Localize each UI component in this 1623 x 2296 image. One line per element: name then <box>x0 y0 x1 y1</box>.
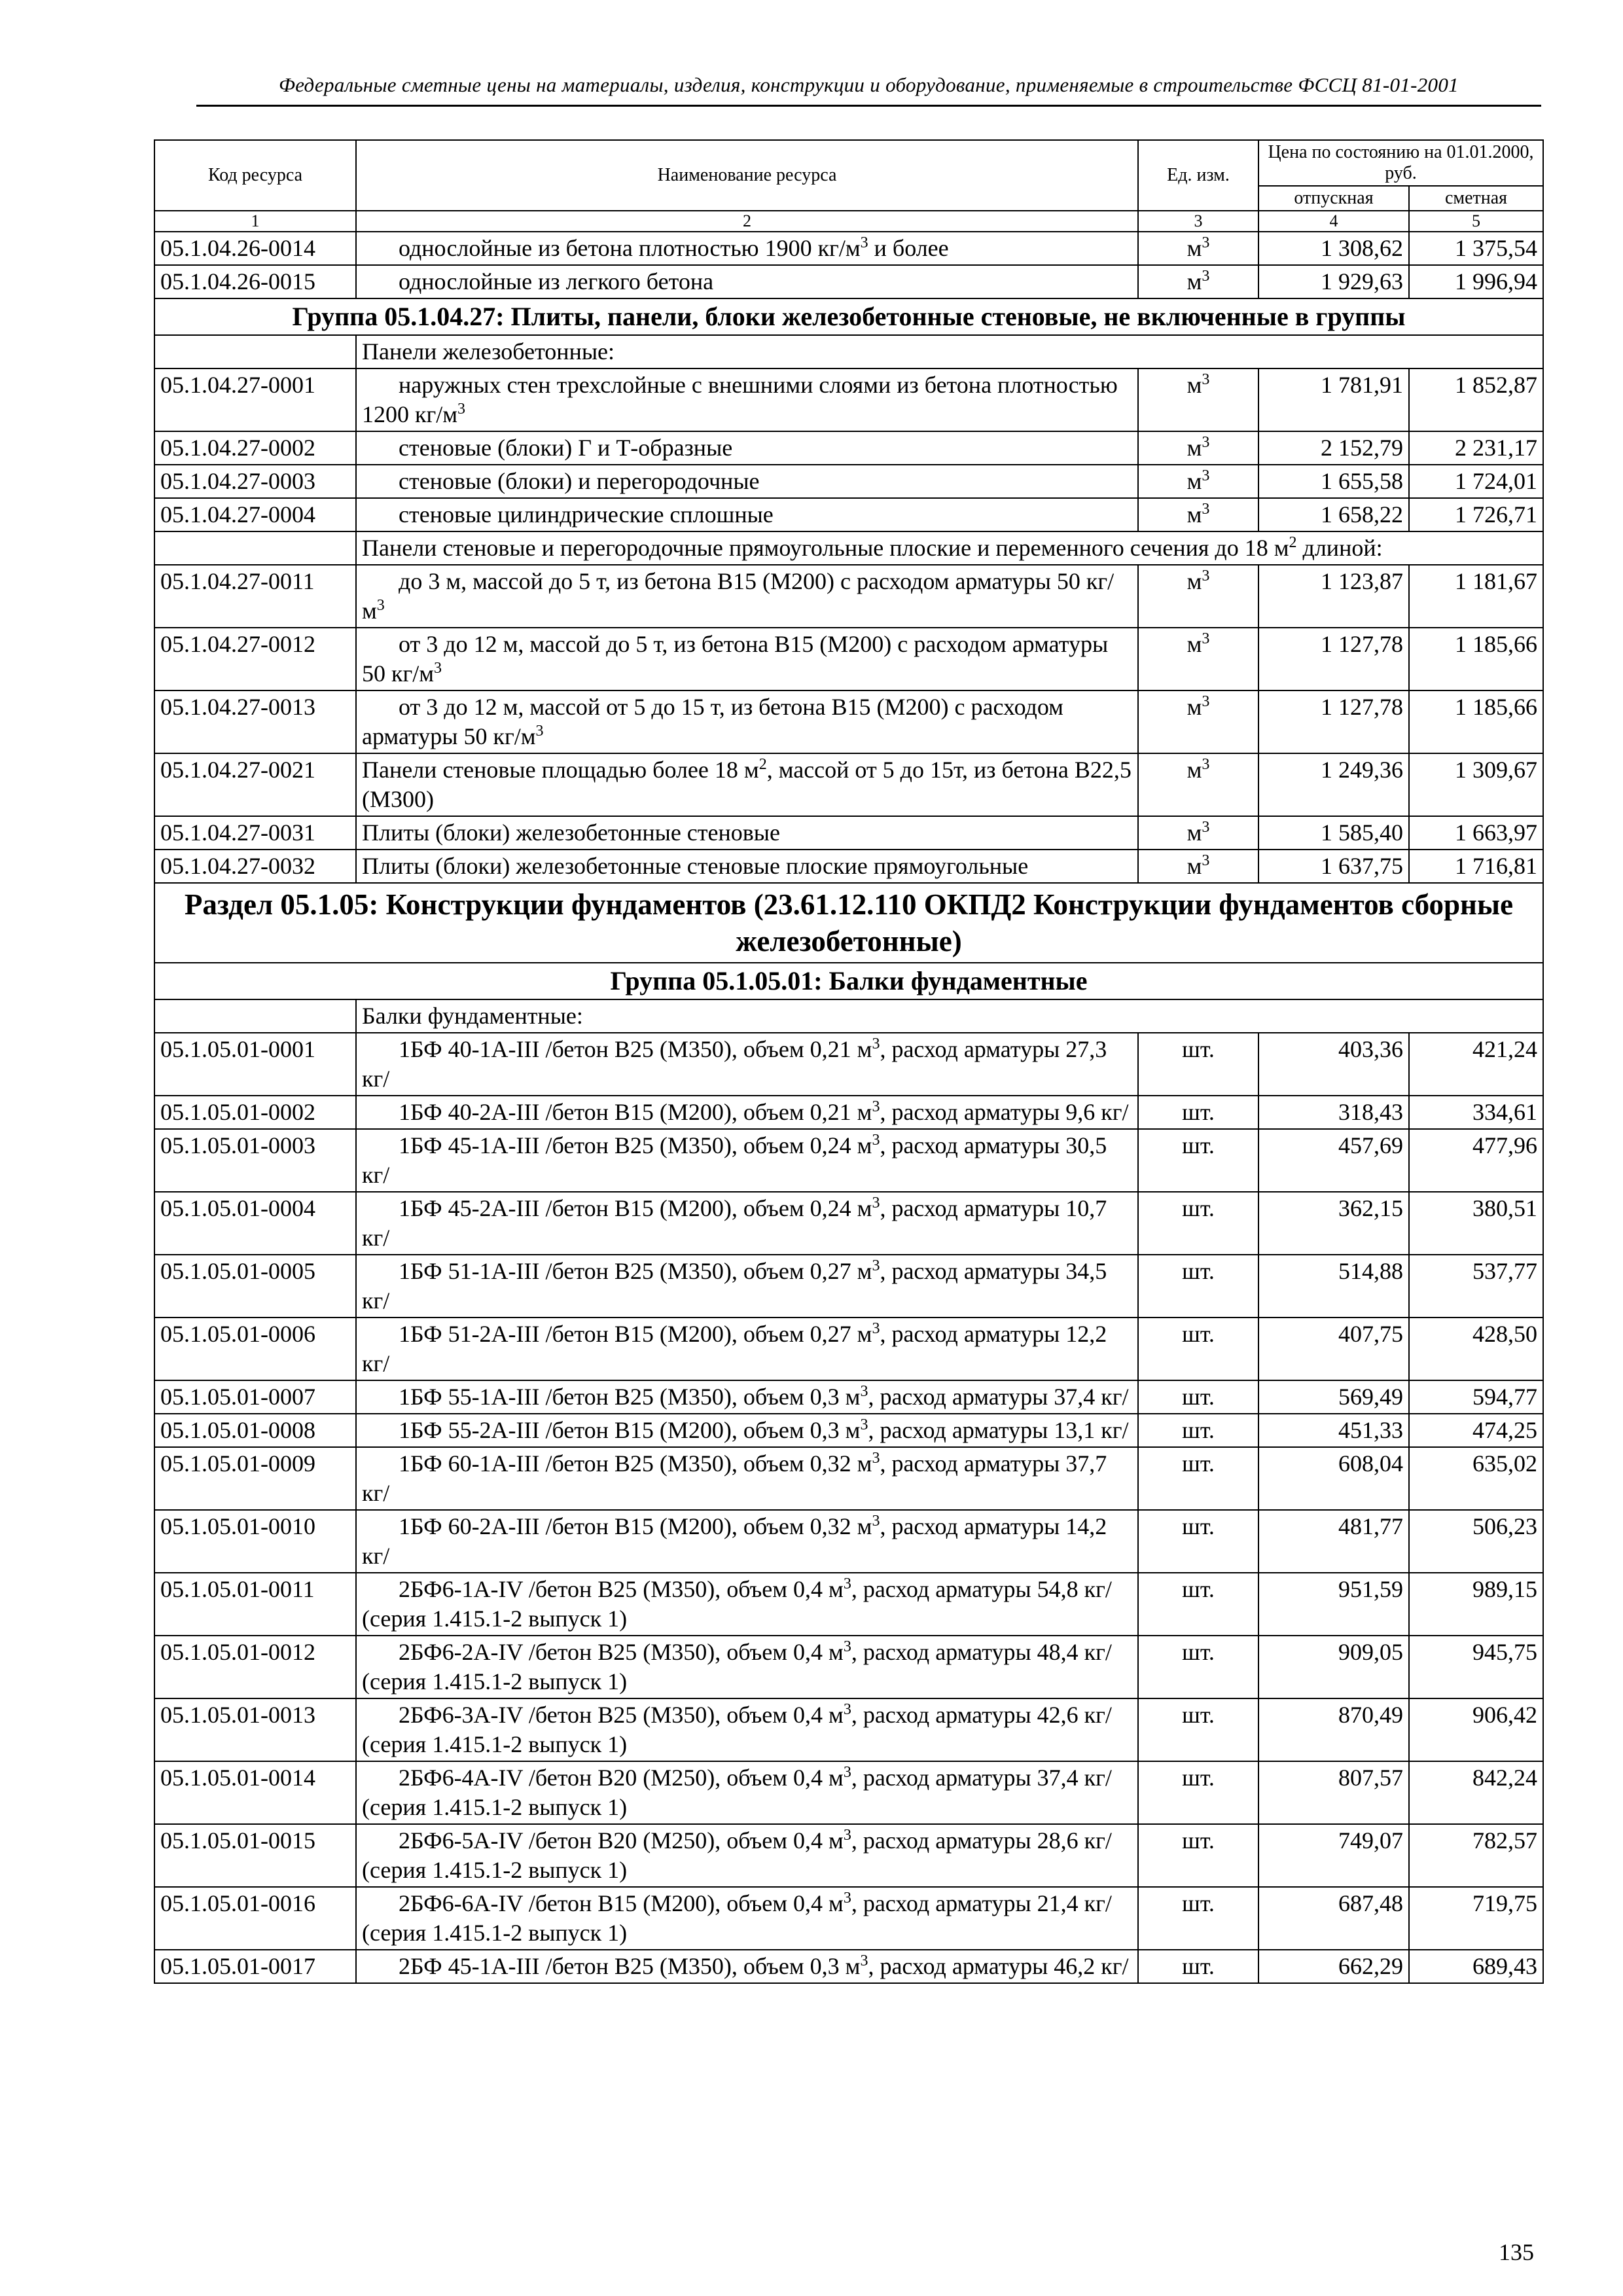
resource-name: 1БФ 51-2А-III /бетон В15 (М200), объем 0,27 $м^3$, расход арматуры 12,2 кг/ <box>356 1318 1138 1380</box>
resource-code: 05.1.04.26-0015 <box>154 265 356 298</box>
unit: шт. <box>1138 1033 1258 1096</box>
table-row <box>154 1636 1543 1698</box>
unit: шт. <box>1138 1192 1258 1255</box>
table-row <box>154 1380 1543 1414</box>
table-row <box>154 1447 1543 1510</box>
resource-name: 2БФ6-2А-IV /бетон В25 (М350), объем 0,4 $м^3$, расход арматуры 48,4 кг/ (серия 1.415.1-2 выпуск 1) <box>356 1636 1138 1698</box>
section-heading: Раздел 05.1.05: Конструкции фундаментов (23.61.12.110 ОКПД2 Конструкции фундаментов сборные железобетонные) <box>154 883 1543 963</box>
release-price: 1 655,58 <box>1258 465 1409 498</box>
estimate-price: 1 309,67 <box>1409 753 1543 816</box>
table-row <box>154 1192 1543 1255</box>
resource-name: Плиты (блоки) железобетонные стеновые <box>356 816 1138 850</box>
resource-name: 2БФ6-6А-IV /бетон В15 (М200), объем 0,4 $м^3$, расход арматуры 21,4 кг/ (серия 1.415.1-2 выпуск 1) <box>356 1887 1138 1950</box>
resource-code: 05.1.05.01-0017 <box>154 1950 356 1983</box>
table-row <box>154 1761 1543 1824</box>
table-row <box>154 498 1543 531</box>
estimate-price: 421,24 <box>1409 1033 1543 1096</box>
resource-code: 05.1.05.01-0006 <box>154 1318 356 1380</box>
group-heading: Группа 05.1.05.01: Балки фундаментные <box>154 963 1543 999</box>
release-price: 1 123,87 <box>1258 565 1409 628</box>
col-number: 2 <box>356 211 1138 232</box>
table-row <box>154 1255 1543 1318</box>
unit: $м^3$ <box>1138 498 1258 531</box>
release-price: 749,07 <box>1258 1824 1409 1887</box>
resource-code: 05.1.04.27-0021 <box>154 753 356 816</box>
release-price: 514,88 <box>1258 1255 1409 1318</box>
release-price: 457,69 <box>1258 1129 1409 1192</box>
unit: $м^3$ <box>1138 753 1258 816</box>
resource-name: 2БФ6-3А-IV /бетон В25 (М350), объем 0,4 $м^3$, расход арматуры 42,6 кг/ (серия 1.415.1-2 выпуск 1) <box>356 1698 1138 1761</box>
resource-name: однослойные из бетона плотностью 1900 $кг/м^3$ и более <box>356 232 1138 265</box>
unit: шт. <box>1138 1255 1258 1318</box>
group-heading-row <box>154 298 1543 335</box>
estimate-price: 1 181,67 <box>1409 565 1543 628</box>
estimate-price: 1 663,97 <box>1409 816 1543 850</box>
unit: шт. <box>1138 1096 1258 1129</box>
resource-name: 2БФ6-1А-IV /бетон В25 (М350), объем 0,4 $м^3$, расход арматуры 54,8 кг/ (серия 1.415.1-2 выпуск 1) <box>356 1573 1138 1636</box>
table-row <box>154 628 1543 691</box>
estimate-price: 945,75 <box>1409 1636 1543 1698</box>
resource-code: 05.1.05.01-0008 <box>154 1414 356 1447</box>
unit: $м^3$ <box>1138 465 1258 498</box>
resource-code: 05.1.04.27-0032 <box>154 850 356 883</box>
estimate-price: 474,25 <box>1409 1414 1543 1447</box>
unit: шт. <box>1138 1380 1258 1414</box>
table-row <box>154 1033 1543 1096</box>
release-price: 2 152,79 <box>1258 431 1409 465</box>
resource-code: 05.1.05.01-0010 <box>154 1510 356 1573</box>
release-price: 403,36 <box>1258 1033 1409 1096</box>
release-price: 951,59 <box>1258 1573 1409 1636</box>
unit: $м^3$ <box>1138 565 1258 628</box>
release-price: 909,05 <box>1258 1636 1409 1698</box>
price-table <box>154 139 1544 1984</box>
resource-name: 1БФ 45-1А-III /бетон В25 (М350), объем 0,24 $м^3$, расход арматуры 30,5 кг/ <box>356 1129 1138 1192</box>
running-header: Федеральные сметные цены на материалы, изделия, конструкции и оборудование, применяемые в строительстве ФССЦ 81-01-2001 <box>279 73 1459 96</box>
resource-name: 1БФ 60-1А-III /бетон В25 (М350), объем 0,32 $м^3$, расход арматуры 37,7 кг/ <box>356 1447 1138 1510</box>
release-price: 1 585,40 <box>1258 816 1409 850</box>
table-row <box>154 1129 1543 1192</box>
subheading-row <box>154 999 1543 1033</box>
table-row <box>154 1698 1543 1761</box>
release-price: 1 249,36 <box>1258 753 1409 816</box>
release-price: 807,57 <box>1258 1761 1409 1824</box>
resource-code: 05.1.05.01-0012 <box>154 1636 356 1698</box>
estimate-price: 782,57 <box>1409 1824 1543 1887</box>
header-name: Наименование ресурса <box>356 140 1138 211</box>
table-row <box>154 565 1543 628</box>
resource-code: 05.1.04.27-0003 <box>154 465 356 498</box>
release-price: 481,77 <box>1258 1510 1409 1573</box>
estimate-price: 334,61 <box>1409 1096 1543 1129</box>
col-number: 4 <box>1258 211 1409 232</box>
subheading-row <box>154 531 1543 565</box>
resource-name: 1БФ 40-2А-III /бетон В15 (М200), объем 0,21 $м^3$, расход арматуры 9,6 кг/ <box>356 1096 1138 1129</box>
release-price: 662,29 <box>1258 1950 1409 1983</box>
table-row <box>154 265 1543 298</box>
empty-cell <box>154 335 356 368</box>
col-number: 1 <box>154 211 356 232</box>
unit: шт. <box>1138 1129 1258 1192</box>
estimate-price: 1 375,54 <box>1409 232 1543 265</box>
unit: $м^3$ <box>1138 628 1258 691</box>
release-price: 1 127,78 <box>1258 628 1409 691</box>
estimate-price: 1 996,94 <box>1409 265 1543 298</box>
subheading-row <box>154 335 1543 368</box>
estimate-price: 477,96 <box>1409 1129 1543 1192</box>
unit: шт. <box>1138 1824 1258 1887</box>
table-row <box>154 465 1543 498</box>
resource-code: 05.1.05.01-0002 <box>154 1096 356 1129</box>
resource-name: 1БФ 55-1А-III /бетон В25 (М350), объем 0,3 $м^3$, расход арматуры 37,4 кг/ <box>356 1380 1138 1414</box>
estimate-price: 1 185,66 <box>1409 628 1543 691</box>
estimate-price: 719,75 <box>1409 1887 1543 1950</box>
release-price: 1 637,75 <box>1258 850 1409 883</box>
resource-name: 2БФ6-5А-IV /бетон В20 (М250), объем 0,4 $м^3$, расход арматуры 28,6 кг/ (серия 1.415.1-2 выпуск 1) <box>356 1824 1138 1887</box>
resource-name: до 3 м, массой до 5 т, из бетона В15 (М200) с расходом арматуры 50 $кг/м^3$ <box>356 565 1138 628</box>
estimate-price: 380,51 <box>1409 1192 1543 1255</box>
header-rule <box>196 105 1541 107</box>
resource-name: Плиты (блоки) железобетонные стеновые плоские прямоугольные <box>356 850 1138 883</box>
release-price: 1 658,22 <box>1258 498 1409 531</box>
estimate-price: 635,02 <box>1409 1447 1543 1510</box>
table-row <box>154 1824 1543 1887</box>
header-unit: Ед. изм. <box>1138 140 1258 211</box>
unit: $м^3$ <box>1138 265 1258 298</box>
resource-name: от 3 до 12 м, массой от 5 до 15 т, из бетона В15 (М200) с расходом арматуры 50 $кг/м^3$ <box>356 691 1138 753</box>
estimate-price: 1 185,66 <box>1409 691 1543 753</box>
estimate-price: 842,24 <box>1409 1761 1543 1824</box>
table-row <box>154 232 1543 265</box>
resource-code: 05.1.05.01-0011 <box>154 1573 356 1636</box>
estimate-price: 506,23 <box>1409 1510 1543 1573</box>
resource-name: 1БФ 45-2А-III /бетон В15 (М200), объем 0,24 $м^3$, расход арматуры 10,7 кг/ <box>356 1192 1138 1255</box>
estimate-price: 428,50 <box>1409 1318 1543 1380</box>
resource-code: 05.1.04.27-0002 <box>154 431 356 465</box>
header-release: отпускная <box>1258 186 1409 211</box>
table-row <box>154 1096 1543 1129</box>
release-price: 1 127,78 <box>1258 691 1409 753</box>
resource-code: 05.1.05.01-0009 <box>154 1447 356 1510</box>
unit: $м^3$ <box>1138 850 1258 883</box>
table-row <box>154 1414 1543 1447</box>
resource-name: 2БФ6-4А-IV /бетон В20 (М250), объем 0,4 $м^3$, расход арматуры 37,4 кг/ (серия 1.415.1-2 выпуск 1) <box>356 1761 1138 1824</box>
header-code: Код ресурса <box>154 140 356 211</box>
subheading: Панели железобетонные: <box>356 335 1543 368</box>
estimate-price: 594,77 <box>1409 1380 1543 1414</box>
release-price: 687,48 <box>1258 1887 1409 1950</box>
empty-cell <box>154 531 356 565</box>
header-estimate: сметная <box>1409 186 1543 211</box>
resource-code: 05.1.04.27-0012 <box>154 628 356 691</box>
resource-code: 05.1.04.27-0011 <box>154 565 356 628</box>
page-number: 135 <box>1499 2239 1534 2265</box>
table-row <box>154 1510 1543 1573</box>
estimate-price: 1 724,01 <box>1409 465 1543 498</box>
resource-code: 05.1.05.01-0003 <box>154 1129 356 1192</box>
release-price: 362,15 <box>1258 1192 1409 1255</box>
unit: $м^3$ <box>1138 232 1258 265</box>
estimate-price: 906,42 <box>1409 1698 1543 1761</box>
resource-name: стеновые цилиндрические сплошные <box>356 498 1138 531</box>
resource-code: 05.1.04.27-0013 <box>154 691 356 753</box>
release-price: 451,33 <box>1258 1414 1409 1447</box>
estimate-price: 1 726,71 <box>1409 498 1543 531</box>
release-price: 407,75 <box>1258 1318 1409 1380</box>
subheading: Балки фундаментные: <box>356 999 1543 1033</box>
group-heading: Группа 05.1.04.27: Плиты, панели, блоки железобетонные стеновые, не включенные в группы <box>154 298 1543 335</box>
unit: шт. <box>1138 1698 1258 1761</box>
unit: шт. <box>1138 1761 1258 1824</box>
resource-code: 05.1.05.01-0001 <box>154 1033 356 1096</box>
resource-code: 05.1.04.27-0001 <box>154 368 356 431</box>
group-heading-row <box>154 963 1543 999</box>
unit: $м^3$ <box>1138 691 1258 753</box>
unit: $м^3$ <box>1138 431 1258 465</box>
resource-name: 1БФ 55-2А-III /бетон В15 (М200), объем 0,3 $м^3$, расход арматуры 13,1 кг/ <box>356 1414 1138 1447</box>
unit: шт. <box>1138 1318 1258 1380</box>
release-price: 1 929,63 <box>1258 265 1409 298</box>
table-row <box>154 368 1543 431</box>
table-row <box>154 1573 1543 1636</box>
column-number-row <box>154 211 1543 232</box>
table-row <box>154 1887 1543 1950</box>
release-price: 870,49 <box>1258 1698 1409 1761</box>
header-price: Цена по состоянию на 01.01.2000, руб. <box>1258 140 1543 186</box>
resource-name: наружных стен трехслойные с внешними слоями из бетона плотностью 1200 $кг/м^3$ <box>356 368 1138 431</box>
subheading: Панели стеновые и перегородочные прямоугольные плоские и переменного сечения до 18 $м^2$ длиной: <box>356 531 1543 565</box>
resource-name: стеновые (блоки) и перегородочные <box>356 465 1138 498</box>
release-price: 318,43 <box>1258 1096 1409 1129</box>
estimate-price: 537,77 <box>1409 1255 1543 1318</box>
unit: шт. <box>1138 1887 1258 1950</box>
resource-code: 05.1.04.26-0014 <box>154 232 356 265</box>
resource-code: 05.1.05.01-0013 <box>154 1698 356 1761</box>
resource-name: 2БФ 45-1А-III /бетон В25 (М350), объем 0,3 $м^3$, расход арматуры 46,2 кг/ <box>356 1950 1138 1983</box>
col-number: 3 <box>1138 211 1258 232</box>
estimate-price: 1 716,81 <box>1409 850 1543 883</box>
table-row <box>154 691 1543 753</box>
resource-name: 1БФ 60-2А-III /бетон В15 (М200), объем 0,32 $м^3$, расход арматуры 14,2 кг/ <box>356 1510 1138 1573</box>
unit: $м^3$ <box>1138 368 1258 431</box>
table-row <box>154 850 1543 883</box>
table-row <box>154 1950 1543 1983</box>
unit: шт. <box>1138 1573 1258 1636</box>
table-row <box>154 1318 1543 1380</box>
unit: шт. <box>1138 1414 1258 1447</box>
section-heading-row <box>154 883 1543 963</box>
unit: шт. <box>1138 1636 1258 1698</box>
resource-code: 05.1.05.01-0004 <box>154 1192 356 1255</box>
unit: шт. <box>1138 1950 1258 1983</box>
resource-name: 1БФ 51-1А-III /бетон В25 (М350), объем 0,27 $м^3$, расход арматуры 34,5 кг/ <box>356 1255 1138 1318</box>
table-row <box>154 431 1543 465</box>
resource-code: 05.1.04.27-0031 <box>154 816 356 850</box>
resource-name: Панели стеновые площадью более 18 $м^2$, массой от 5 до 15т, из бетона В22,5 (М300) <box>356 753 1138 816</box>
unit: $м^3$ <box>1138 816 1258 850</box>
estimate-price: 2 231,17 <box>1409 431 1543 465</box>
estimate-price: 989,15 <box>1409 1573 1543 1636</box>
resource-code: 05.1.05.01-0014 <box>154 1761 356 1824</box>
resource-code: 05.1.05.01-0016 <box>154 1887 356 1950</box>
resource-code: 05.1.05.01-0007 <box>154 1380 356 1414</box>
release-price: 608,04 <box>1258 1447 1409 1510</box>
resource-code: 05.1.05.01-0015 <box>154 1824 356 1887</box>
resource-code: 05.1.04.27-0004 <box>154 498 356 531</box>
resource-name: однослойные из легкого бетона <box>356 265 1138 298</box>
unit: шт. <box>1138 1447 1258 1510</box>
table-header-row <box>154 140 1543 186</box>
table-row <box>154 753 1543 816</box>
release-price: 1 781,91 <box>1258 368 1409 431</box>
resource-name: 1БФ 40-1А-III /бетон В25 (М350), объем 0,21 $м^3$, расход арматуры 27,3 кг/ <box>356 1033 1138 1096</box>
estimate-price: 689,43 <box>1409 1950 1543 1983</box>
resource-name: от 3 до 12 м, массой до 5 т, из бетона В15 (М200) с расходом арматуры 50 $кг/м^3$ <box>356 628 1138 691</box>
resource-code: 05.1.05.01-0005 <box>154 1255 356 1318</box>
estimate-price: 1 852,87 <box>1409 368 1543 431</box>
unit: шт. <box>1138 1510 1258 1573</box>
col-number: 5 <box>1409 211 1543 232</box>
resource-name: стеновые (блоки) Г и Т-образные <box>356 431 1138 465</box>
table-row <box>154 816 1543 850</box>
release-price: 1 308,62 <box>1258 232 1409 265</box>
empty-cell <box>154 999 356 1033</box>
release-price: 569,49 <box>1258 1380 1409 1414</box>
